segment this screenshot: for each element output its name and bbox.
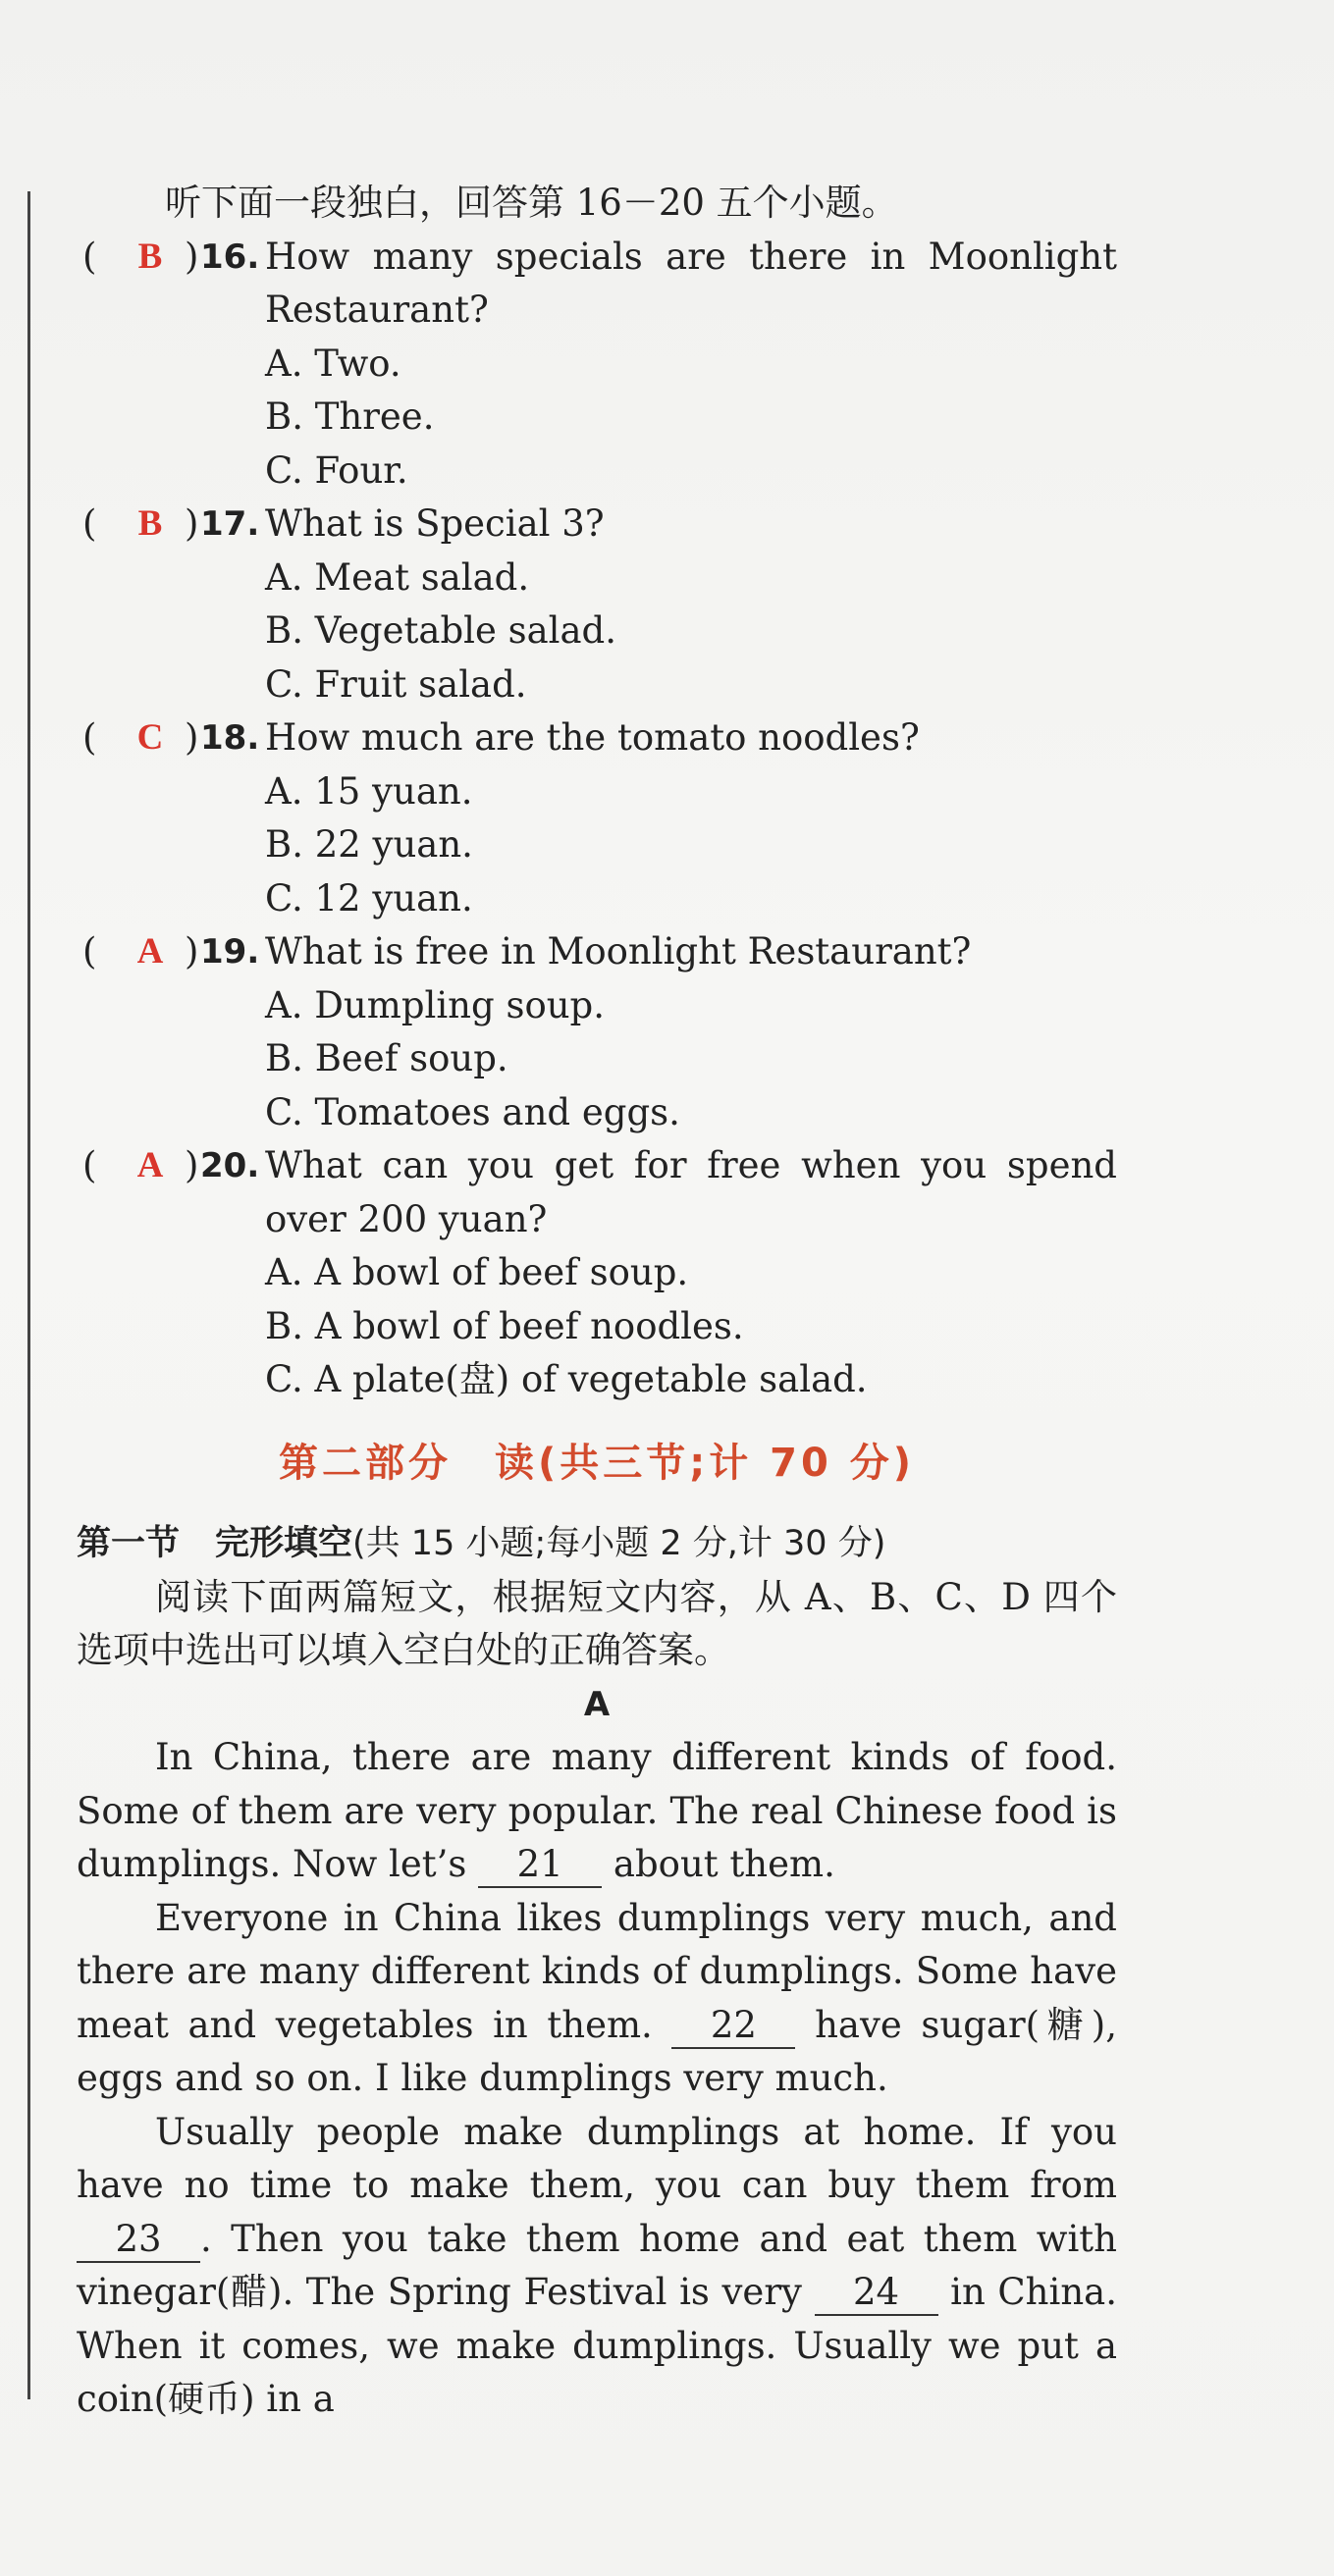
blank-24[interactable]: 24 (815, 2271, 938, 2316)
question-number-19: 19. (200, 932, 260, 972)
passage-paragraph-2: Everyone in China likes dumplings very much, and there are many different kinds of dumplings. Some have meat and vegetables in them. 22 have sugar(糖), eggs and so on. I like dumplings very much. (77, 1896, 1117, 2099)
margin-line (27, 191, 30, 2399)
blank-23[interactable]: 23 (77, 2218, 200, 2263)
section-points: (共 15 小题;每小题 2 分,计 30 分) (352, 1524, 886, 1563)
answer-18: C (136, 717, 164, 758)
passage-paragraph-3: Usually people make dumplings at home. If you have no time to make them, you can buy them from 23 . Then you take them home and eat them with vinegar(醋). The Spring Festival is very 24 in China. When it comes, we make dumplings. Usually we put a coin(硬币) in a (77, 2110, 1117, 2420)
question-20: ( A ) 20. What can you get for free when you spend over 200 yuan? (77, 1139, 1117, 1246)
section-one-heading (77, 1517, 1117, 1571)
question-19: ( A ) 19. What is free in Moonlight Restaurant? (77, 925, 1117, 979)
option-19a: A. Dumpling soup. (265, 983, 605, 1026)
answer-19: A (136, 931, 164, 972)
question-stem-20: What can you get for free when you spend over 200 yuan? (265, 1144, 1117, 1240)
passage-title: A (583, 1684, 611, 1724)
option-16a: A. Two. (265, 342, 401, 385)
blank-21[interactable]: 21 (478, 1843, 602, 1888)
question-stem-18: How much are the tomato noodles? (265, 716, 920, 759)
part-two-title: 第二部分 读(共三节;计 70 分) (278, 1440, 916, 1486)
blank-22[interactable]: 22 (671, 2004, 795, 2049)
answer-17: B (137, 503, 163, 544)
option-16c: C. Four. (265, 448, 408, 492)
question-18: ( C ) 18. How much are the tomato noodles? (77, 711, 1117, 765)
document-body (77, 177, 1117, 2427)
section-name: 完形填空 (215, 1524, 353, 1563)
passage-paragraph-1: In China, there are many different kinds of food. Some of them are very popular. The real Chinese food is dumplings. Now let’s 21 about them. (77, 1731, 1117, 1892)
question-stem-16: How many specials are there in Moonlight Restaurant? (265, 235, 1117, 331)
question-number-20: 20. (200, 1146, 260, 1185)
option-17b: B. Vegetable salad. (265, 609, 617, 652)
question-16: ( B ) 16. How many specials are there in Moonlight Restaurant? (77, 231, 1117, 338)
option-19b: B. Beef soup. (265, 1037, 508, 1079)
option-17c: C. Fruit salad. (265, 662, 527, 706)
question-stem-17: What is Special 3? (265, 502, 605, 545)
option-20a: A. A bowl of beef soup. (265, 1251, 689, 1293)
question-number-17: 17. (200, 504, 260, 544)
question-number-16: 16. (200, 237, 260, 277)
option-16b: B. Three. (265, 395, 435, 438)
section-label: 第一节 (77, 1524, 181, 1563)
option-18b: B. 22 yuan. (265, 823, 473, 866)
option-17a: A. Meat salad. (265, 555, 530, 599)
option-20b: B. A bowl of beef noodles. (265, 1304, 744, 1347)
section-instruction: 阅读下面两篇短文，根据短文内容，从 A、B、C、D 四个选项中选出可以填入空白处的正确答案。 (77, 1575, 1117, 1671)
option-18a: A. 15 yuan. (265, 769, 473, 813)
question-17: ( B ) 17. What is Special 3? (77, 498, 1117, 552)
option-18c: C. 12 yuan. (265, 876, 473, 920)
question-number-18: 18. (200, 718, 260, 758)
question-stem-19: What is free in Moonlight Restaurant? (265, 930, 972, 973)
option-20c: C. A plate(盘) of vegetable salad. (265, 1358, 868, 1400)
answer-20: A (136, 1145, 164, 1185)
option-19c: C. Tomatoes and eggs. (265, 1090, 680, 1133)
listening-intro: 听下面一段独白，回答第 16－20 五个小题。 (165, 182, 898, 224)
answer-16: B (137, 236, 163, 277)
